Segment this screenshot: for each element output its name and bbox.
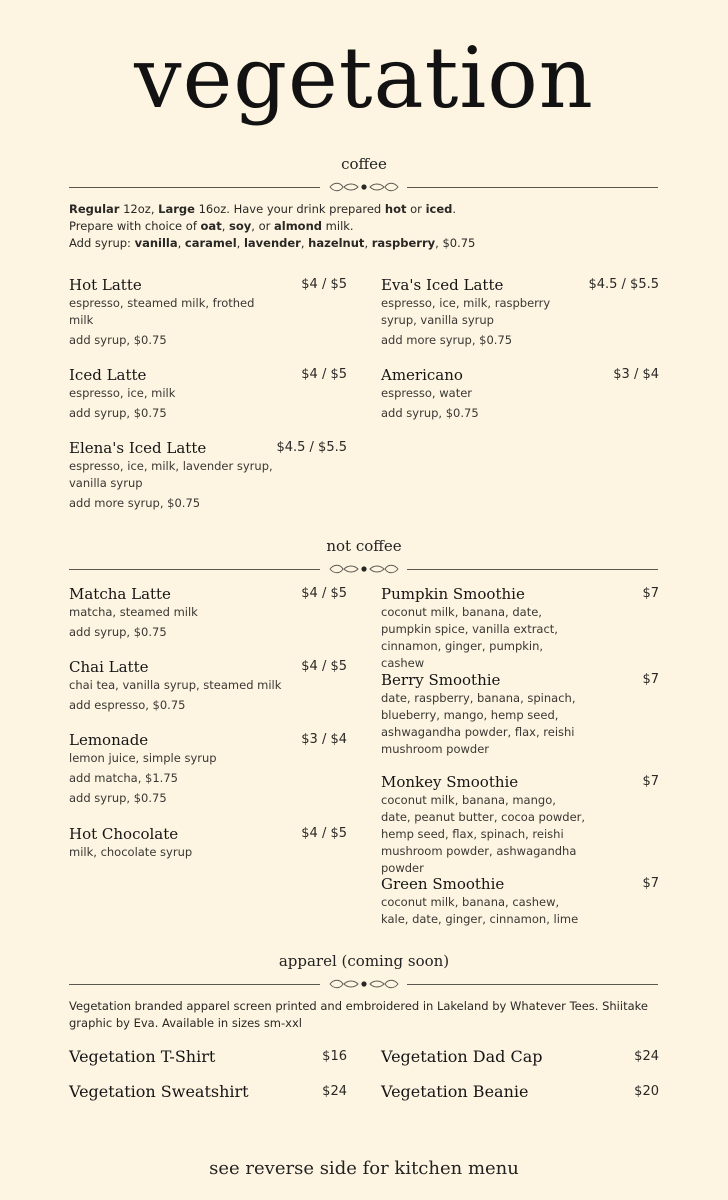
item-price: $3 / $4: [613, 367, 659, 382]
menu-item: [381, 772, 659, 877]
item-price: $4.5 / $5.5: [276, 440, 347, 455]
item-name: Eva's Iced Latte: [381, 276, 504, 294]
apparel-intro: Vegetation branded apparel screen printed and embroidered in Lakeland by Whatever Tees. Shiitake graphic by Eva. Available in sizes sm-xxl: [69, 999, 648, 1030]
item-description: espresso, steamed milk, frothed milk: [69, 296, 255, 327]
item-description: date, raspberry, banana, spinach, blueberry, mango, hemp seed, ashwagandha powder, flax, reishi mushroom powder: [381, 691, 576, 756]
menu-item: [381, 275, 659, 349]
item-description: coconut milk, banana, cashew, kale, date, ginger, cinnamon, lime: [381, 895, 579, 926]
menu-item: [69, 438, 347, 512]
menu-item: [381, 365, 659, 422]
item-name: Hot Chocolate: [69, 825, 179, 843]
item-name: Matcha Latte: [69, 585, 171, 603]
item-price: $20: [634, 1084, 659, 1099]
item-description: espresso, ice, milk, raspberry syrup, vanilla syrup: [381, 296, 551, 327]
item-name: Vegetation Sweatshirt: [69, 1082, 249, 1101]
item-name: Chai Latte: [69, 658, 149, 676]
item-name: Green Smoothie: [381, 875, 505, 893]
menu-item: [381, 584, 659, 672]
item-name: Berry Smoothie: [381, 671, 501, 689]
item-extra: add more syrup, $0.75: [381, 333, 513, 347]
item-description: milk, chocolate syrup: [69, 845, 193, 859]
ornament-icon: [328, 181, 400, 193]
item-extra: add syrup, $0.75: [69, 625, 167, 639]
item-price: $16: [322, 1049, 347, 1064]
item-name: Vegetation T-Shirt: [69, 1047, 216, 1066]
item-description: coconut milk, banana, date, pumpkin spice, vanilla extract, cinnamon, ginger, pumpkin, cashew: [381, 605, 558, 670]
item-price: $4 / $5: [301, 277, 347, 292]
menu-item: [381, 874, 659, 928]
section-divider: [69, 563, 658, 575]
menu-item: [381, 670, 659, 758]
item-name: Vegetation Beanie: [381, 1082, 529, 1101]
item-price: $7: [642, 876, 659, 891]
apparel-item: [381, 1082, 659, 1102]
item-name: Monkey Smoothie: [381, 773, 519, 791]
section-divider: [69, 181, 658, 193]
item-price: $3 / $4: [301, 732, 347, 747]
ornament-icon: [328, 978, 400, 990]
item-price: $4.5 / $5.5: [588, 277, 659, 292]
menu-item: [69, 365, 347, 422]
item-name: Lemonade: [69, 731, 149, 749]
item-extra: add espresso, $0.75: [69, 698, 186, 712]
menu-item: [69, 730, 347, 807]
item-extra: add syrup, $0.75: [381, 406, 479, 420]
section-title-coffee: coffee: [341, 155, 387, 173]
item-price: $4 / $5: [301, 367, 347, 382]
menu-item: [69, 657, 347, 714]
item-price: $7: [642, 586, 659, 601]
item-price: $24: [634, 1049, 659, 1064]
item-price: $4 / $5: [301, 826, 347, 841]
item-description: chai tea, vanilla syrup, steamed milk: [69, 678, 282, 692]
item-extra: add matcha, $1.75: [69, 771, 178, 785]
item-name: Elena's Iced Latte: [69, 439, 207, 457]
item-description: coconut milk, banana, mango, date, peanut butter, cocoa powder, hemp seed, flax, spinach, reishi mushroom powder, ashwagandha powder: [381, 793, 586, 875]
menu-item: [69, 824, 347, 861]
item-price: $7: [642, 672, 659, 687]
item-description: matcha, steamed milk: [69, 605, 198, 619]
brand-logo: vegetation: [134, 29, 594, 127]
item-price: $7: [642, 774, 659, 789]
item-name: Vegetation Dad Cap: [381, 1047, 543, 1066]
item-name: Pumpkin Smoothie: [381, 585, 525, 603]
item-price: $4 / $5: [301, 586, 347, 601]
item-extra: add syrup, $0.75: [69, 333, 167, 347]
footer-note: see reverse side for kitchen menu: [209, 1158, 519, 1179]
menu-item: [69, 275, 347, 349]
section-title-apparel: apparel (coming soon): [278, 952, 450, 970]
item-name: Iced Latte: [69, 366, 147, 384]
ornament-icon: [328, 563, 400, 575]
item-name: Hot Latte: [69, 276, 142, 294]
coffee-intro: Regular 12oz, Large 16oz. Have your drink prepared hot or iced. Prepare with choice of oat, soy, or almond milk. Add syrup: vanilla, caramel, lavender, hazelnut, raspberry, $0.75: [69, 202, 476, 250]
item-extra: add syrup, $0.75: [69, 791, 167, 805]
menu-item: [69, 584, 347, 641]
section-divider: [69, 978, 658, 990]
item-description: espresso, water: [381, 386, 473, 400]
item-extra: add syrup, $0.75: [69, 406, 167, 420]
item-description: espresso, ice, milk: [69, 386, 176, 400]
item-description: lemon juice, simple syrup: [69, 751, 217, 765]
apparel-item: [69, 1047, 347, 1067]
apparel-item: [69, 1082, 347, 1102]
section-title-not-coffee: not coffee: [326, 537, 402, 555]
apparel-item: [381, 1047, 659, 1067]
item-price: $4 / $5: [301, 659, 347, 674]
item-name: Americano: [381, 366, 463, 384]
item-extra: add more syrup, $0.75: [69, 496, 201, 510]
item-price: $24: [322, 1084, 347, 1099]
item-description: espresso, ice, milk, lavender syrup, vanilla syrup: [69, 459, 273, 490]
